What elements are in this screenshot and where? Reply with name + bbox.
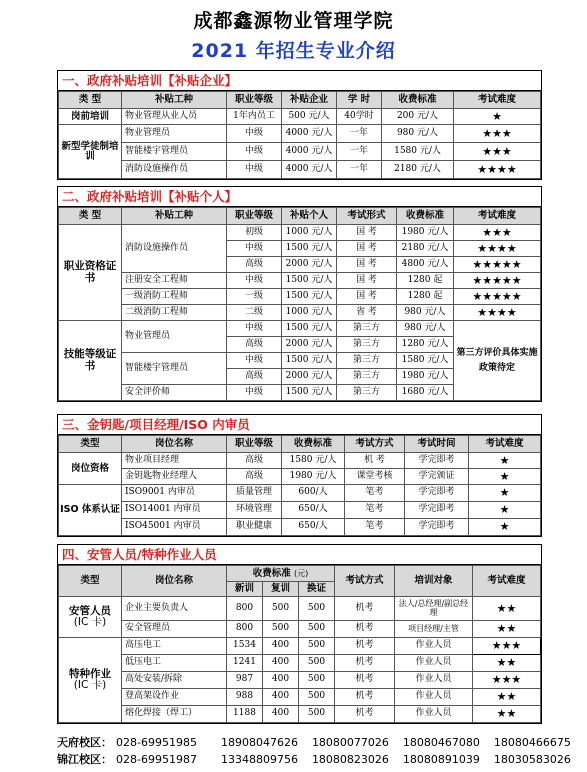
col-header: 类型 [59, 566, 122, 597]
type-cell [59, 638, 122, 723]
level-cell: 一级 [227, 289, 282, 305]
col-header: 复训 [263, 582, 299, 597]
difficulty-stars: ★ [469, 453, 541, 469]
fee-cell: 1980 元/人 [397, 225, 454, 241]
job-cell: 智能楼宇管理员 [122, 143, 227, 161]
col-header: 补贴个人 [282, 208, 337, 225]
subsidy-cell: 1500 元/人 [282, 289, 337, 305]
col-header: 新训 [227, 582, 263, 597]
job-cell: 智能楼宇管理员 [122, 353, 227, 385]
difficulty-stars: ★★ [473, 706, 541, 723]
fee-cell: 1580 元/人 [382, 143, 454, 161]
type-sublabel: (IC 卡) [73, 616, 107, 628]
target-cell: 作业人员 [395, 672, 473, 689]
re-fee-cell: 400 [263, 672, 299, 689]
exam-cell: 省 考 [337, 305, 397, 321]
section-1 [57, 70, 542, 180]
table-row [59, 689, 541, 706]
level-cell: 高级 [227, 453, 282, 469]
exam-cell: 机考 [335, 689, 395, 706]
table-row [59, 289, 541, 305]
level-cell: 中级 [227, 241, 282, 257]
phone-number[interactable]: 18080077026 [311, 736, 389, 749]
section-1-title: 一、政府补贴培训【补贴企业】 [58, 71, 541, 91]
page-title: 成都鑫源物业管理学院 [193, 10, 394, 32]
level-cell: 高级 [227, 369, 282, 385]
difficulty-stars: ★ [469, 485, 541, 502]
job-cell: 物业管理员 [122, 321, 227, 353]
exam-cell: 机考 [335, 638, 395, 655]
time-cell: 学完即考 [405, 519, 469, 536]
phone-number[interactable]: 18080467080 [402, 736, 480, 749]
table-row [59, 519, 541, 536]
time-cell: 学完即考 [405, 485, 469, 502]
exam-cell: 机考 [335, 621, 395, 638]
difficulty-stars: ★★★★★ [454, 257, 541, 273]
col-header: 岗位名称 [122, 436, 227, 453]
level-cell: 中级 [227, 125, 282, 143]
exam-cell: 笔考 [345, 485, 405, 502]
exam-cell: 机考 [335, 655, 395, 672]
subsidy-cell: 4000 元/人 [282, 143, 337, 161]
new-fee-cell: 800 [227, 621, 263, 638]
hours-cell: 40学时 [337, 109, 382, 125]
difficulty-stars: ★★★ [454, 125, 541, 143]
col-header: 收费标准 [397, 208, 454, 225]
exam-cell: 机考 [335, 706, 395, 723]
subsidy-cell: 2000 元/人 [282, 257, 337, 273]
level-cell: 高级 [227, 257, 282, 273]
col-header: 收费标准 [382, 92, 454, 109]
exam-cell: 第三方 [337, 385, 397, 401]
section-3-table [58, 435, 541, 536]
level-cell: 质量管理 [227, 485, 282, 502]
table-row [59, 273, 541, 289]
page-subtitle: 2021 年招生专业介绍 [191, 40, 396, 62]
col-header: 类 型 [59, 208, 122, 225]
difficulty-stars: ★ [454, 109, 541, 125]
col-header: 职业等级 [227, 436, 282, 453]
hours-cell: 一年 [337, 143, 382, 161]
exam-cell: 国 考 [337, 241, 397, 257]
col-header: 补贴工种 [122, 208, 227, 225]
col-header: 考试难度 [454, 92, 541, 109]
table-row [59, 125, 541, 143]
exam-cell: 国 考 [337, 225, 397, 241]
time-cell: 学完颁证 [405, 469, 469, 485]
difficulty-stars: ★★★ [454, 225, 541, 241]
exam-cell: 笔考 [345, 502, 405, 519]
level-cell: 二级 [227, 305, 282, 321]
col-header: 考试方式 [345, 436, 405, 453]
exam-cell: 课堂考核 [345, 469, 405, 485]
type-label: 特种作业 [69, 667, 111, 680]
table-row [59, 485, 541, 502]
target-cell: 作业人员 [395, 689, 473, 706]
difficulty-stars: ★★★ [473, 638, 541, 655]
level-cell: 初级 [227, 225, 282, 241]
subsidy-cell: 1000 元/人 [282, 305, 337, 321]
difficulty-stars: ★★ [473, 621, 541, 638]
new-fee-cell: 988 [227, 689, 263, 706]
phone-number[interactable]: 18080891039 [402, 753, 480, 766]
subsidy-cell: 1500 元/人 [282, 241, 337, 257]
job-cell: 消防设施操作员 [122, 225, 227, 273]
level-cell: 环境管理 [227, 502, 282, 519]
table-row [59, 161, 541, 179]
exam-cell: 第三方 [337, 321, 397, 337]
job-cell: 熔化焊接（焊工） [122, 706, 227, 723]
new-fee-cell: 1534 [227, 638, 263, 655]
fee-cell: 600/人 [282, 485, 345, 502]
phone-number[interactable]: 028-69951985 [116, 736, 197, 749]
target-cell: 作业人员 [395, 655, 473, 672]
type-cell [59, 597, 122, 638]
job-cell: 企业主要负责人 [122, 597, 227, 621]
section-4-table [58, 565, 541, 723]
type-cell: 职业资格证书 [59, 225, 122, 321]
fee-cell: 980 元/人 [382, 125, 454, 143]
fee-cell: 650/人 [282, 519, 345, 536]
table-row [59, 225, 541, 241]
change-fee-cell: 500 [299, 597, 335, 621]
phone-number[interactable]: 028-69951987 [116, 753, 197, 766]
change-fee-cell: 500 [299, 706, 335, 723]
re-fee-cell: 400 [263, 638, 299, 655]
phone-number[interactable]: 18908047626 [220, 736, 298, 749]
job-cell: 物业管理从业人员 [122, 109, 227, 125]
job-cell: 注册安全工程师 [122, 273, 227, 289]
table-row [59, 638, 541, 655]
subsidy-cell: 2000 元/人 [282, 369, 337, 385]
fee-cell: 1580 元/人 [397, 353, 454, 369]
campus-label: 天府校区： [57, 736, 112, 749]
fee-cell: 980 元/人 [397, 321, 454, 337]
table-row [59, 655, 541, 672]
re-fee-cell: 400 [263, 655, 299, 672]
subsidy-cell: 1000 元/人 [282, 225, 337, 241]
target-cell: 法人/总经理/副总经理 [395, 597, 473, 621]
col-header: 考试难度 [454, 208, 541, 225]
type-cell: 岗位资格 [59, 453, 122, 485]
target-cell: 作业人员 [395, 638, 473, 655]
third-party-note: 第三方评价具体实施政策待定 [454, 321, 541, 401]
col-header: 类型 [59, 436, 122, 453]
subsidy-cell: 4000 元/人 [282, 161, 337, 179]
col-header: 培训对象 [395, 566, 473, 597]
job-cell: 消防设施操作员 [122, 161, 227, 179]
exam-cell: 国 考 [337, 289, 397, 305]
table-row [59, 469, 541, 485]
difficulty-stars: ★★★ [454, 143, 541, 161]
contact-row-tianfu [57, 734, 585, 750]
exam-cell: 第三方 [337, 353, 397, 369]
col-header: 考试难度 [469, 436, 541, 453]
fee-header-unit: (元) [294, 568, 309, 578]
new-fee-cell: 1241 [227, 655, 263, 672]
col-header: 换证 [299, 582, 335, 597]
change-fee-cell: 500 [299, 638, 335, 655]
target-cell: 项目经理/主管 [395, 621, 473, 638]
type-cell: 技能等级证书 [59, 321, 122, 401]
difficulty-stars: ★★ [473, 689, 541, 706]
exam-cell: 机 考 [345, 453, 405, 469]
level-cell: 高级 [227, 469, 282, 485]
job-cell: ISO45001 内审员 [122, 519, 227, 536]
job-cell: 一级消防工程师 [122, 289, 227, 305]
fee-cell: 650/人 [282, 502, 345, 519]
change-fee-cell: 500 [299, 655, 335, 672]
job-cell: 高处安装/拆除 [122, 672, 227, 689]
table-row [59, 109, 541, 125]
time-cell: 学完即考 [405, 502, 469, 519]
fee-cell: 2180 元/人 [382, 161, 454, 179]
exam-cell: 第三方 [337, 337, 397, 353]
time-cell: 学完即考 [405, 453, 469, 469]
col-header: 考试难度 [473, 566, 541, 597]
target-cell: 作业人员 [395, 706, 473, 723]
re-fee-cell: 500 [263, 621, 299, 638]
table-row [59, 502, 541, 519]
difficulty-stars: ★★★★★ [454, 273, 541, 289]
job-cell: 物业项目经理 [122, 453, 227, 469]
level-cell: 中级 [227, 161, 282, 179]
col-header: 职业等级 [227, 208, 282, 225]
hours-cell: 一年 [337, 125, 382, 143]
col-header: 学 时 [337, 92, 382, 109]
hours-cell: 一年 [337, 161, 382, 179]
exam-cell: 国 考 [337, 273, 397, 289]
col-header: 考试时间 [405, 436, 469, 453]
fee-cell: 4800 元/人 [397, 257, 454, 273]
fee-cell: 980 元/人 [397, 305, 454, 321]
col-header: 补贴企业 [282, 92, 337, 109]
subsidy-cell: 1500 元/人 [282, 273, 337, 289]
new-fee-cell: 987 [227, 672, 263, 689]
level-cell: 中级 [227, 353, 282, 369]
level-cell: 中级 [227, 273, 282, 289]
table-row [59, 321, 541, 337]
type-label: 安管人员 [69, 604, 111, 617]
job-cell: ISO14001 内审员 [122, 502, 227, 519]
difficulty-stars: ★★★★ [454, 161, 541, 179]
type-sublabel: (IC 卡) [73, 679, 107, 691]
subsidy-cell: 1500 元/人 [282, 353, 337, 369]
job-cell: ISO9001 内审员 [122, 485, 227, 502]
section-2-title: 二、政府补贴培训【补贴个人】 [58, 187, 541, 207]
col-header: 类 型 [59, 92, 122, 109]
col-header: 岗位名称 [122, 566, 227, 597]
job-cell: 二级消防工程师 [122, 305, 227, 321]
table-row [59, 597, 541, 621]
col-header: 补贴工种 [122, 92, 227, 109]
difficulty-stars: ★ [469, 519, 541, 536]
fee-cell: 1280 起 [397, 273, 454, 289]
re-fee-cell: 500 [263, 597, 299, 621]
col-header: 考试方式 [335, 566, 395, 597]
level-cell: 中级 [227, 385, 282, 401]
section-2 [57, 186, 542, 402]
new-fee-cell: 800 [227, 597, 263, 621]
level-cell: 1年内员工 [227, 109, 282, 125]
job-cell: 登高架设作业 [122, 689, 227, 706]
campus-label: 锦江校区： [57, 753, 112, 766]
table-row [59, 621, 541, 638]
table-row [59, 305, 541, 321]
level-cell: 高级 [227, 337, 282, 353]
fee-cell: 200 元/人 [382, 109, 454, 125]
exam-cell: 国 考 [337, 257, 397, 273]
section-4-title: 四、安管人员/特种作业人员 [58, 545, 541, 565]
difficulty-stars: ★★ [473, 655, 541, 672]
phone-number[interactable]: 18080466675 [493, 736, 571, 749]
fee-cell: 1280 元/人 [397, 337, 454, 353]
phone-number[interactable]: 13348809756 [220, 753, 298, 766]
subsidy-cell: 4000 元/人 [282, 125, 337, 143]
exam-cell: 机考 [335, 597, 395, 621]
fee-cell: 1980 元/人 [282, 469, 345, 485]
subsidy-cell: 1500 元/人 [282, 321, 337, 337]
section-1-table [58, 91, 541, 179]
col-header: 考试形式 [337, 208, 397, 225]
fee-cell: 1680 元/人 [397, 385, 454, 401]
phone-number[interactable]: 18080823026 [311, 753, 389, 766]
level-cell: 中级 [227, 321, 282, 337]
difficulty-stars: ★★ [473, 597, 541, 621]
difficulty-stars: ★★★★ [454, 305, 541, 321]
contact-row-jinjiang [57, 751, 585, 767]
table-row [59, 706, 541, 723]
change-fee-cell: 500 [299, 672, 335, 689]
difficulty-stars: ★ [469, 469, 541, 485]
re-fee-cell: 400 [263, 689, 299, 706]
section-4 [57, 544, 542, 724]
fee-cell: 2180 元/人 [397, 241, 454, 257]
level-cell: 中级 [227, 143, 282, 161]
job-cell: 低压电工 [122, 655, 227, 672]
subsidy-cell: 1500 元/人 [282, 385, 337, 401]
re-fee-cell: 400 [263, 706, 299, 723]
fee-cell: 1980 元/人 [397, 369, 454, 385]
change-fee-cell: 500 [299, 621, 335, 638]
section-3 [57, 414, 542, 537]
difficulty-stars: ★ [469, 502, 541, 519]
job-cell: 金钥匙物业经理人 [122, 469, 227, 485]
table-row [59, 143, 541, 161]
section-3-title: 三、金钥匙/项目经理/ISO 内审员 [58, 415, 541, 435]
exam-cell: 机考 [335, 672, 395, 689]
difficulty-stars: ★★★ [473, 672, 541, 689]
exam-cell: 笔考 [345, 519, 405, 536]
table-row [59, 672, 541, 689]
phone-number[interactable]: 18030583026 [493, 753, 571, 766]
level-cell: 职业健康 [227, 519, 282, 536]
job-cell: 高压电工 [122, 638, 227, 655]
difficulty-stars: ★★★★ [454, 241, 541, 257]
type-cell: ISO 体系认证 [59, 485, 122, 536]
change-fee-cell: 500 [299, 689, 335, 706]
col-header: 收费标准 [282, 436, 345, 453]
col-header: 职业等级 [227, 92, 282, 109]
difficulty-stars: ★★★★★ [454, 289, 541, 305]
subsidy-cell: 500 元/人 [282, 109, 337, 125]
new-fee-cell: 1188 [227, 706, 263, 723]
type-cell: 岗前培训 [59, 109, 122, 125]
section-2-table [58, 207, 541, 401]
job-cell: 安全管理员 [122, 621, 227, 638]
fee-cell: 1580 元/人 [282, 453, 345, 469]
type-cell: 新型学徒制培训 [59, 125, 122, 179]
col-header-fee [227, 566, 335, 582]
subsidy-cell: 2000 元/人 [282, 337, 337, 353]
job-cell: 安全评价师 [122, 385, 227, 401]
job-cell: 物业管理员 [122, 125, 227, 143]
table-row [59, 453, 541, 469]
fee-header-label: 收费标准 [252, 567, 291, 579]
fee-cell: 1280 起 [397, 289, 454, 305]
exam-cell: 第三方 [337, 369, 397, 385]
